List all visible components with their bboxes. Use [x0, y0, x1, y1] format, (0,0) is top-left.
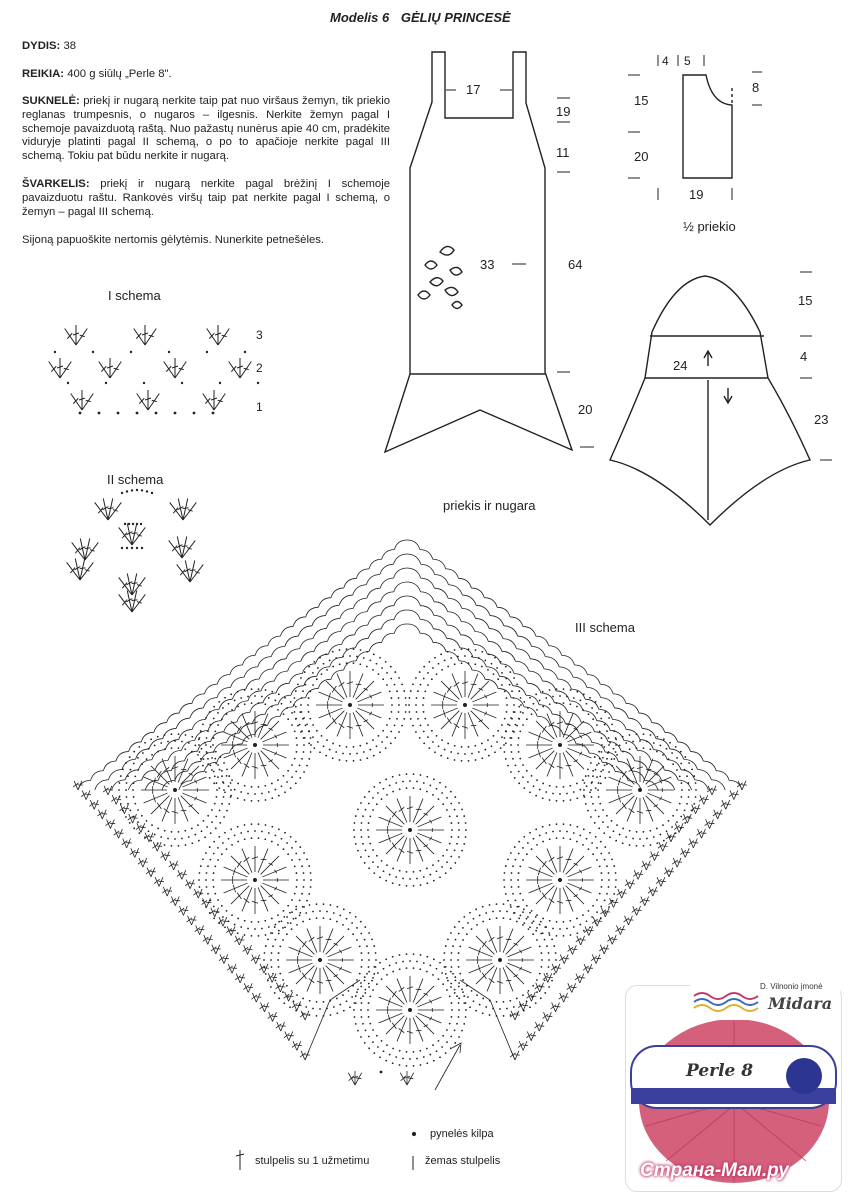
chain-symbol — [412, 1132, 415, 1135]
dress-dim-20: 20 — [578, 402, 593, 417]
brand-company: D. Vilnonio įmonė — [760, 982, 823, 991]
schema-2-chart — [67, 489, 204, 612]
schema-2-label: II schema — [107, 472, 164, 487]
schema-1-chart — [49, 325, 259, 414]
legend-chain: pynelės kilpa — [430, 1128, 494, 1140]
schema-1-label: I schema — [108, 288, 161, 303]
dress-caption: priekis ir nugara — [443, 498, 536, 513]
model-name: GĖLIŲ PRINCESĖ — [400, 10, 511, 25]
dress-dim-64: 64 — [568, 257, 583, 272]
front-dim-4: 4 — [662, 54, 669, 68]
half-front-outline — [683, 75, 732, 178]
product-name: Perle 8 — [686, 1061, 754, 1081]
legend-sc: žemas stulpelis — [425, 1155, 501, 1167]
front-dim-15: 15 — [634, 93, 649, 108]
dress-outline — [385, 52, 572, 452]
dress-dim-11: 11 — [556, 145, 570, 160]
row-number-3: 3 — [256, 328, 263, 342]
dress-text: priekį ir nugarą nerkite taip pat nuo viršaus žemyn, tik priekio reglanas trumpesnis, o nugaros – ilgesnis. Nerkite žemyn pagal I schemoje pavaizduotą raštą. Nuo pažastų nunėrus apie 40 cm, pradėkite viduryje platinti pagal II schemą, o po to apačioje nerkite pagal III schemą. Tokiu pat būdu nerkite ir nugarą. — [22, 95, 391, 163]
brand-logo — [690, 980, 840, 1020]
jacket-text: priekį ir nugarą nerkite pagal brėžinį I schemoje pavaizduotu raštu. Rankovės viršų taip pat nerkite pagal I schemą, o žemyn – pagal III schemą. — [22, 178, 391, 218]
dress-dim-17: 17 — [466, 82, 481, 97]
row-number-2: 2 — [256, 361, 263, 375]
site-watermark: Страна-Мам.ру — [640, 1160, 789, 1181]
dress-label: SUKNELĖ: — [22, 95, 80, 107]
schema-3-label: III schema — [575, 620, 635, 635]
sleeve-dim-4: 4 — [800, 349, 808, 364]
sleeve-outline — [610, 276, 813, 525]
legend-dc: stulpelis su 1 užmetimu — [255, 1155, 370, 1167]
brand-name: Midara — [768, 994, 833, 1013]
front-dim-19: 19 — [689, 187, 704, 202]
sleeve-dim-23: 23 — [814, 412, 829, 427]
row-number-1: 1 — [256, 400, 263, 414]
front-dim-5: 5 — [684, 54, 691, 68]
decor-text: Sijoną papuoškite nertomis gėlytėmis. Nunerkite petnešėles. — [22, 234, 325, 246]
size-value: 38 — [63, 40, 77, 52]
model-number: Modelis 6 — [330, 10, 390, 25]
jacket-label: ŠVARKELIS: — [22, 178, 90, 190]
front-dim-8: 8 — [752, 80, 760, 95]
sleeve-dim-24: 24 — [673, 358, 688, 373]
need-value: 400 g siūlų „Perle 8". — [67, 68, 172, 80]
size-label: DYDIS: — [22, 40, 61, 52]
front-dim-20: 20 — [634, 149, 649, 164]
sleeve-dim-15: 15 — [798, 293, 813, 308]
dress-dim-19: 19 — [556, 104, 571, 119]
need-label: REIKIA: — [22, 68, 65, 80]
dress-dim-33: 33 — [480, 257, 495, 272]
front-caption: ½ priekio — [683, 219, 736, 234]
